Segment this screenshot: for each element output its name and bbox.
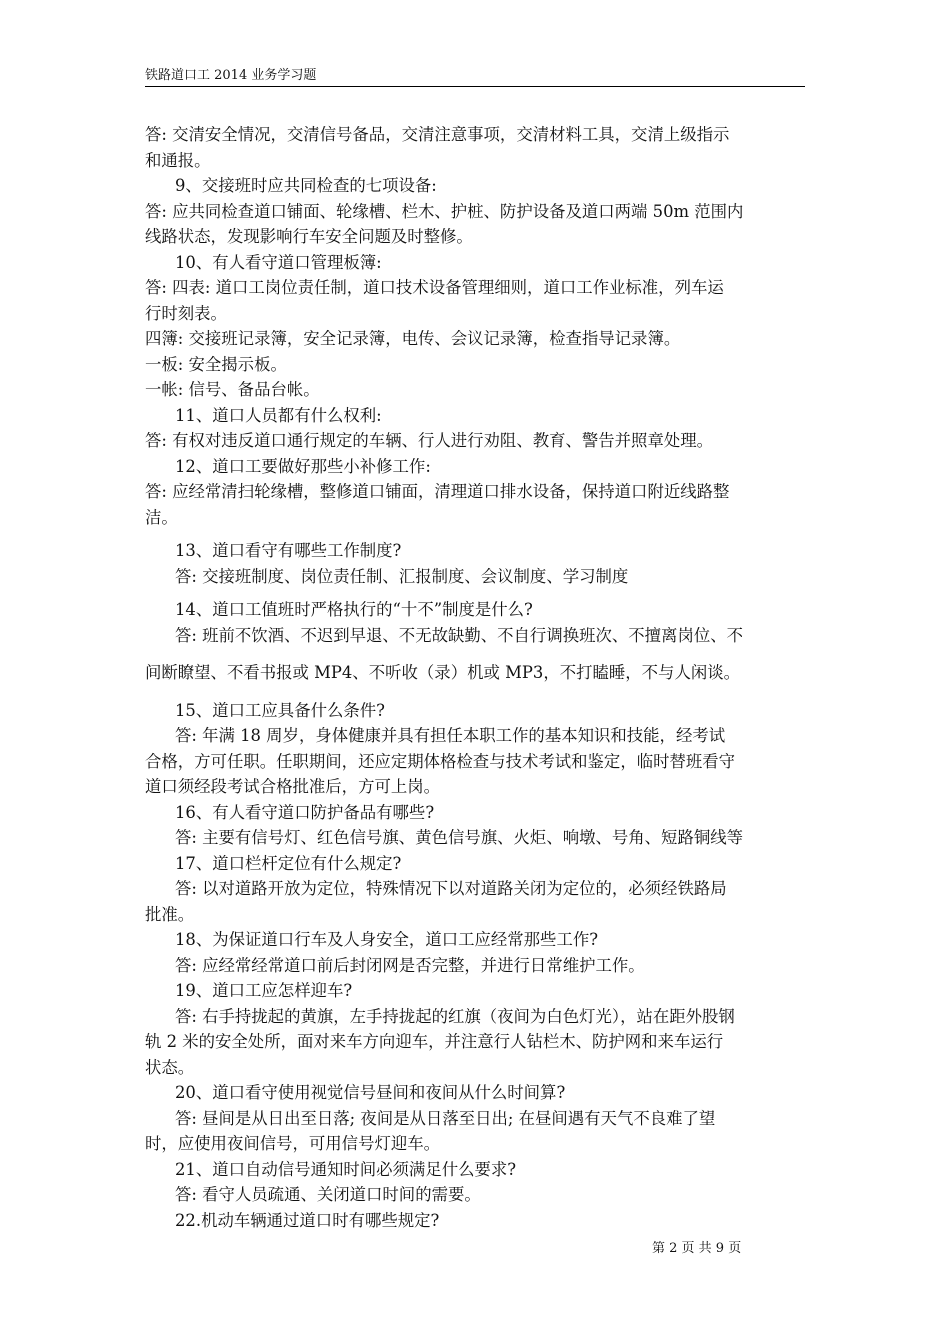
answer-text: 答: 应经常清扫轮缘槽，整修道口铺面，清理道口排水设备，保持道口附近线路整	[145, 482, 730, 501]
answer-text: 行时刻表。	[145, 303, 227, 323]
question-19: 19、道口工应怎样迎车?	[175, 981, 353, 1000]
answer-text: 轨 2 米的安全处所，面对来车方向迎车，并注意行人钻栏木、防护网和来车运行	[145, 1032, 724, 1051]
answer-text: 答: 交清安全情况，交清信号备品，交清注意事项，交清材料工具，交清上级指示	[145, 125, 730, 144]
question-21: 21、道口自动信号通知时间必须满足什么要求?	[175, 1159, 517, 1179]
answer-text: 答: 看守人员疏通、关闭道口时间的需要。	[175, 1185, 481, 1204]
question-14: 14、道口工值班时严格执行的“十不”制度是什么?	[175, 600, 533, 619]
answer-text: 线路状态，发现影响行车安全问题及时整修。	[145, 227, 473, 246]
answer-text: 一板: 安全揭示板。	[145, 354, 287, 374]
answer-text: 合格，方可任职。任职期间，还应定期体格检查与技术考试和鉴定，临时替班看守	[145, 751, 736, 771]
question-17: 17、道口栏杆定位有什么规定?	[175, 853, 402, 873]
answer-text: 答: 交接班制度、岗位责任制、汇报制度、会议制度、学习制度	[175, 566, 629, 586]
answer-text: 答: 以对道路开放为定位，特殊情况下以对道路关闭为定位的，必须经铁路局	[175, 879, 727, 898]
question-18: 18、为保证道口行车及人身安全，道口工应经常那些工作?	[175, 930, 599, 949]
question-22: 22.机动车辆通过道口时有哪些规定?	[175, 1210, 440, 1230]
answer-text: 答: 主要有信号灯、红色信号旗、黄色信号旗、火炬、响墩、号角、短路铜线等	[175, 828, 744, 847]
question-13: 13、道口看守有哪些工作制度?	[175, 541, 402, 560]
question-9: 9、交接班时应共同检查的七项设备:	[175, 176, 437, 195]
page-header	[145, 66, 805, 87]
answer-text: 批准。	[145, 904, 195, 924]
document-body	[145, 122, 807, 1233]
answer-text: 答: 应经常经常道口前后封闭网是否完整，并进行日常维护工作。	[175, 955, 645, 975]
answer-text: 洁。	[145, 507, 178, 527]
answer-text: 道口须经段考试合格批准后，方可上岗。	[145, 777, 441, 796]
question-15: 15、道口工应具备什么条件?	[175, 700, 385, 720]
answer-text: 答: 昼间是从日出至日落; 夜间是从日落至日出; 在昼间遇有天气不良难了望	[175, 1108, 716, 1128]
answer-text: 四簿: 交接班记录簿，安全记录簿，电传、会议记录簿，检查指导记录簿。	[145, 329, 681, 348]
document-title: 铁路道口工 2014 业务学习题	[145, 68, 317, 83]
answer-text: 和通报。	[145, 150, 211, 170]
answer-text: 答: 右手持拢起的黄旗，左手持拢起的红旗（夜间为白色灯光），站在距外股钢	[175, 1006, 735, 1026]
answer-text: 时，应使用夜间信号，可用信号灯迎车。	[145, 1134, 441, 1153]
answer-text: 间断瞭望、不看书报或 MP4、不听收（录）机或 MP3，不打瞌睡，不与人闲谈。	[145, 663, 741, 682]
question-11: 11、道口人员都有什么权利:	[175, 405, 382, 425]
answer-text: 答: 四表: 道口工岗位责任制，道口技术设备管理细则，道口工作业标准，列车运	[145, 278, 724, 297]
question-10: 10、有人看守道口管理板簿:	[175, 252, 382, 272]
answer-text: 答: 有权对违反道口通行规定的车辆、行人进行劝阻、教育、警告并照章处理。	[145, 431, 714, 450]
answer-text: 状态。	[145, 1057, 195, 1077]
question-12: 12、道口工要做好那些小补修工作:	[175, 456, 431, 476]
page-number: 第 2 页 共 9 页	[652, 1241, 742, 1256]
answer-text: 一帐: 信号、备品台帐。	[145, 380, 320, 399]
answer-text: 答: 班前不饮酒、不迟到早退、不无故缺勤、不自行调换班次、不擅离岗位、不	[175, 625, 744, 645]
question-20: 20、道口看守使用视觉信号昼间和夜间从什么时间算?	[175, 1083, 566, 1102]
answer-text: 答: 年满 18 周岁，身体健康并具有担任本职工作的基本知识和技能，经考试	[175, 726, 726, 745]
answer-text: 答: 应共同检查道口铺面、轮缘槽、栏木、护桩、防护设备及道口两端 50m 范围内	[145, 201, 744, 221]
question-16: 16、有人看守道口防护备品有哪些?	[175, 802, 435, 822]
